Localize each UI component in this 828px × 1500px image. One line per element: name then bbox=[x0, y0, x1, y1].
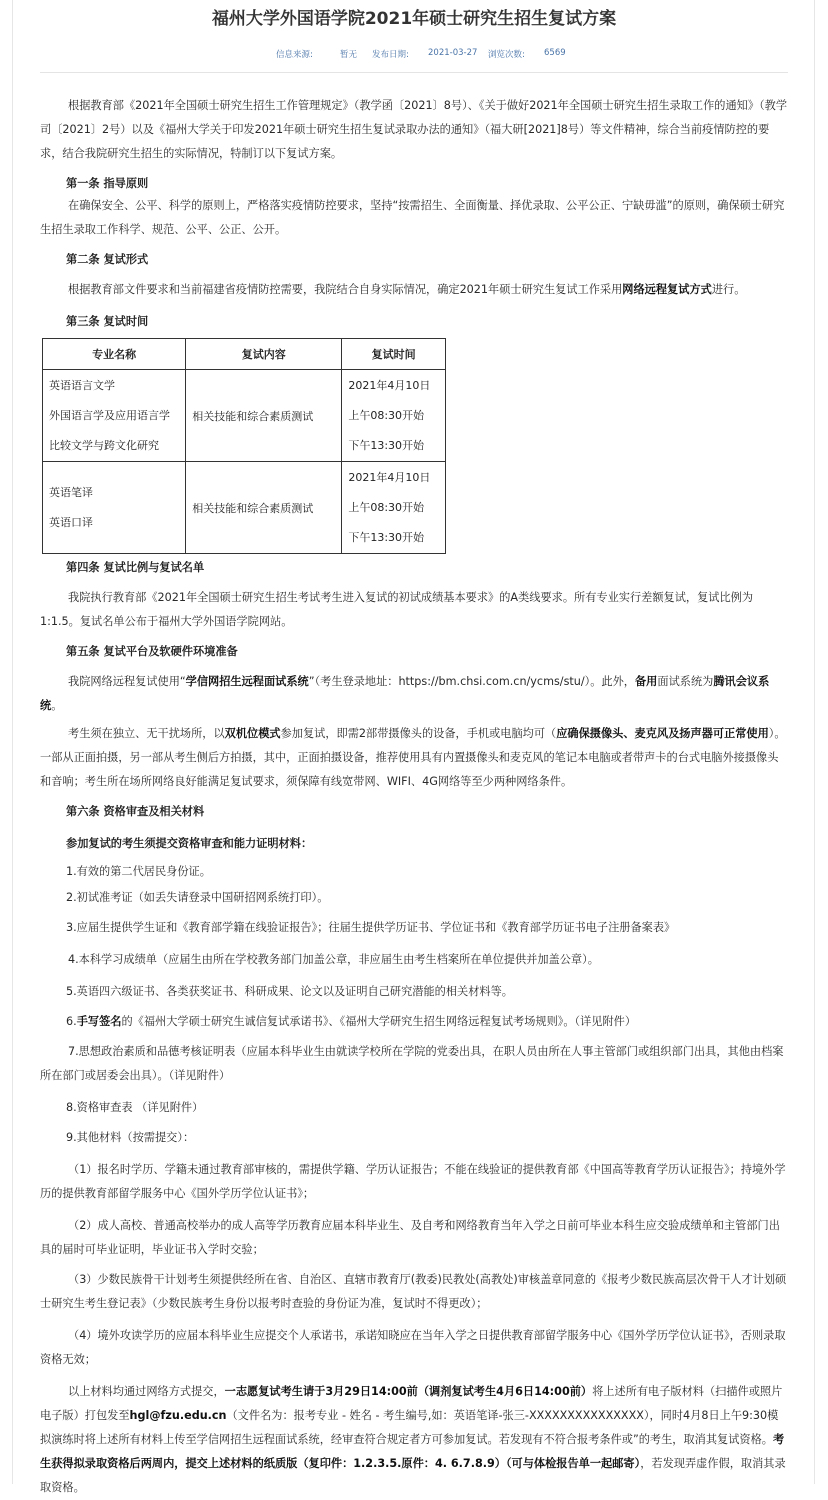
right-border bbox=[814, 0, 815, 1484]
table-header: 复试时间 bbox=[342, 339, 446, 370]
table-cell-times: 2021年4月10日 上午08:30开始 下午13:30开始 bbox=[342, 370, 446, 462]
material-item-1: 1.有效的第二代居民身份证。 bbox=[66, 865, 211, 878]
material-item-4: 4.本科学习成绩单（应届生由所在学校教务部门加盖公章，非应届生由考生档案所在单位提供并加盖公章）。 bbox=[68, 953, 599, 966]
left-border bbox=[12, 0, 13, 1484]
views-value: 6569 bbox=[544, 48, 566, 58]
date-label: 发布日期: bbox=[372, 50, 409, 60]
material-item-3: 3.应届生提供学生证和《教育部学籍在线验证报告》；往届生提供学历证书、学位证书和《教育部学历证书电子注册备案表》 bbox=[66, 921, 676, 934]
article-1-heading: 第一条 指导原则 bbox=[66, 177, 149, 190]
article-4-text: 我院执行教育部《2021年全国硕士研究生招生考试考生进入复试的初试成绩基本要求》的A类线要求。所有专业实行差额复试，复试比例为1:1.5。复试名单公布于福州大学外国语学院网站。 bbox=[40, 591, 754, 628]
article-1-text: 在确保安全、公平、科学的原则上，严格落实疫情防控要求，坚持“按需招生、全面衡量、择优录取、公平公正、宁缺毋滥”的原则，确保硕士研究生招生录取工作科学、规范、公平、公正、公开。 bbox=[40, 199, 785, 236]
views-label: 浏览次数: bbox=[488, 50, 525, 60]
table-header: 专业名称 bbox=[43, 339, 186, 370]
article-3-heading: 第三条 复试时间 bbox=[66, 315, 149, 328]
article-5-paragraph-1: 我院网络远程复试使用“学信网招生远程面试系统”（考生登录地址：https://bm.chsi.com.cn/ycms/stu/）。此外，备用面试系统为腾讯会议系统。 bbox=[40, 675, 770, 712]
article-2-text: 根据教育部文件要求和当前福建省疫情防控需要，我院结合自身实际情况，确定2021年硕士研究生复试工作采用网络远程复试方式进行。 bbox=[68, 283, 746, 296]
table-cell-majors: 英语语言文学 外国语言学及应用语言学 比较文学与跨文化研究 bbox=[43, 370, 186, 462]
material-item-6: 6.手写签名的《福州大学硕士研究生诚信复试承诺书》、《福州大学研究生招生网络远程复试考场规则》。（详见附件） bbox=[66, 1015, 637, 1028]
table-cell-times: 2021年4月10日 上午08:30开始 下午13:30开始 bbox=[342, 462, 446, 554]
meta-divider bbox=[40, 72, 788, 73]
table-header: 复试内容 bbox=[186, 339, 342, 370]
material-item-8: 8.资格审查表 （详见附件） bbox=[66, 1101, 204, 1114]
article-6-heading: 第六条 资格审查及相关材料 bbox=[66, 805, 205, 818]
material-item-2: 2.初试准考证（如丢失请登录中国研招网系统打印）。 bbox=[66, 891, 329, 904]
other-material-4: （4）境外攻读学历的应届本科毕业生应提交个人承诺书，承诺知晓应在当年入学之日提供教育部留学服务中心《国外学历学位认证书》，否则录取资格无效； bbox=[40, 1329, 786, 1366]
article-2-heading: 第二条 复试形式 bbox=[66, 253, 149, 266]
article-6-subheading: 参加复试的考生须提交资格审查和能力证明材料： bbox=[66, 837, 313, 850]
intro-paragraph: 根据教育部《2021年全国硕士研究生招生工作管理规定》（教学函〔2021〕8号）、《关于做好2021年全国硕士研究生招生录取工作的通知》（教学司〔2021〕2号）以及《福州大学关于印发2021年硕士研究生招生复试录取办法的通知》（福大研[2021]8号）等文件精神，综合当前疫情防控的要求，结合我院研究生招生的实际情况，特制订以下复试方案。 bbox=[40, 99, 788, 160]
schedule-table bbox=[42, 338, 446, 554]
other-material-2: （2）成人高校、普通高校举办的成人高等学历教育应届本科毕业生、及自考和网络教育当年入学之日前可毕业本科生应交验成绩单和主管部门出具的届时可毕业证明，毕业证书入学时交验； bbox=[40, 1219, 780, 1256]
material-item-7: 7.思想政治素质和品德考核证明表（应届本科毕业生由就读学校所在学院的党委出具，在职人员由所在人事主管部门或组织部门出具，其他由档案所在部门或居委会出具）。（详见附件） bbox=[40, 1045, 784, 1082]
material-item-9: 9.其他材料（按需提交）： bbox=[66, 1131, 195, 1144]
table-cell-content: 相关技能和综合素质测试 bbox=[186, 462, 342, 554]
source-label: 信息来源: bbox=[276, 50, 313, 60]
material-item-5: 5.英语四六级证书、各类获奖证书、科研成果、论文以及证明自己研究潜能的相关材料等。 bbox=[66, 985, 513, 998]
other-material-1: （1）报名时学历、学籍未通过教育部审核的，需提供学籍、学历认证报告；不能在线验证的提供教育部《中国高等教育学历认证报告》；持境外学历的提供教育部留学服务中心《国外学历学位认证书》； bbox=[40, 1163, 786, 1200]
submission-paragraph: 以上材料均通过网络方式提交，一志愿复试考生请于3月29日14:00前（调剂复试考生4月6日14:00前）将上述所有电子版材料（扫描件或照片电子版）打包发至hgl@fzu.edu.cn（文件名为：报考专业 - 姓名 - 考生编号,如：英语笔译-张三-XXXXXXXXXXXXXXX），同时4月8日上午9:30模拟演练时将上述所有材料上传至学信网招生远程面试系统，经审查符合规定者方可参加复试。若发现有不符合报考条件或”的考生，取消其复试资格。考生获得拟录取资格后两周内，提交上述材料的纸质版（复印件：1.2.3.5.原件：4. 6.7.8.9）（可与体检报告单一起邮寄），若发现弄虚作假，取消其录取资格。 bbox=[40, 1385, 786, 1494]
source-value: 暂无 bbox=[340, 50, 358, 60]
table-cell-content: 相关技能和综合素质测试 bbox=[186, 370, 342, 462]
page-title: 福州大学外国语学院2021年硕士研究生招生复试方案 bbox=[211, 9, 617, 29]
table-header-row bbox=[43, 339, 446, 370]
article-4-heading: 第四条 复试比例与复试名单 bbox=[66, 561, 205, 574]
table-row bbox=[43, 462, 446, 554]
other-material-3: （3）少数民族骨干计划考生须提供经所在省、自治区、直辖市教育厅(教委)民教处(高教处)审核盖章同意的《报考少数民族高层次骨干人才计划硕士研究生考生登记表》（少数民族考生身份以报考时查验的身份证为准，复试时不得更改）； bbox=[40, 1273, 787, 1310]
date-value: 2021-03-27 bbox=[428, 48, 478, 58]
article-5-heading: 第五条 复试平台及软硬件环境准备 bbox=[66, 645, 238, 658]
table-cell-majors: 英语笔译 英语口译 bbox=[43, 462, 186, 554]
article-5-paragraph-2: 考生须在独立、无干扰场所，以双机位模式参加复试，即需2部带摄像头的设备，手机或电脑均可（应确保摄像头、麦克风及扬声器可正常使用）。一部从正面拍摄，另一部从考生侧后方拍摄，其中，正面拍摄设备，推荐使用具有内置摄像头和麦克风的笔记本电脑或者带声卡的台式电脑外接摄像头和音响；考生所在场所网络良好能满足复试要求，须保障有线宽带网、WIFI、4G网络等至少两种网络条件。 bbox=[40, 727, 786, 788]
table-row bbox=[43, 370, 446, 462]
